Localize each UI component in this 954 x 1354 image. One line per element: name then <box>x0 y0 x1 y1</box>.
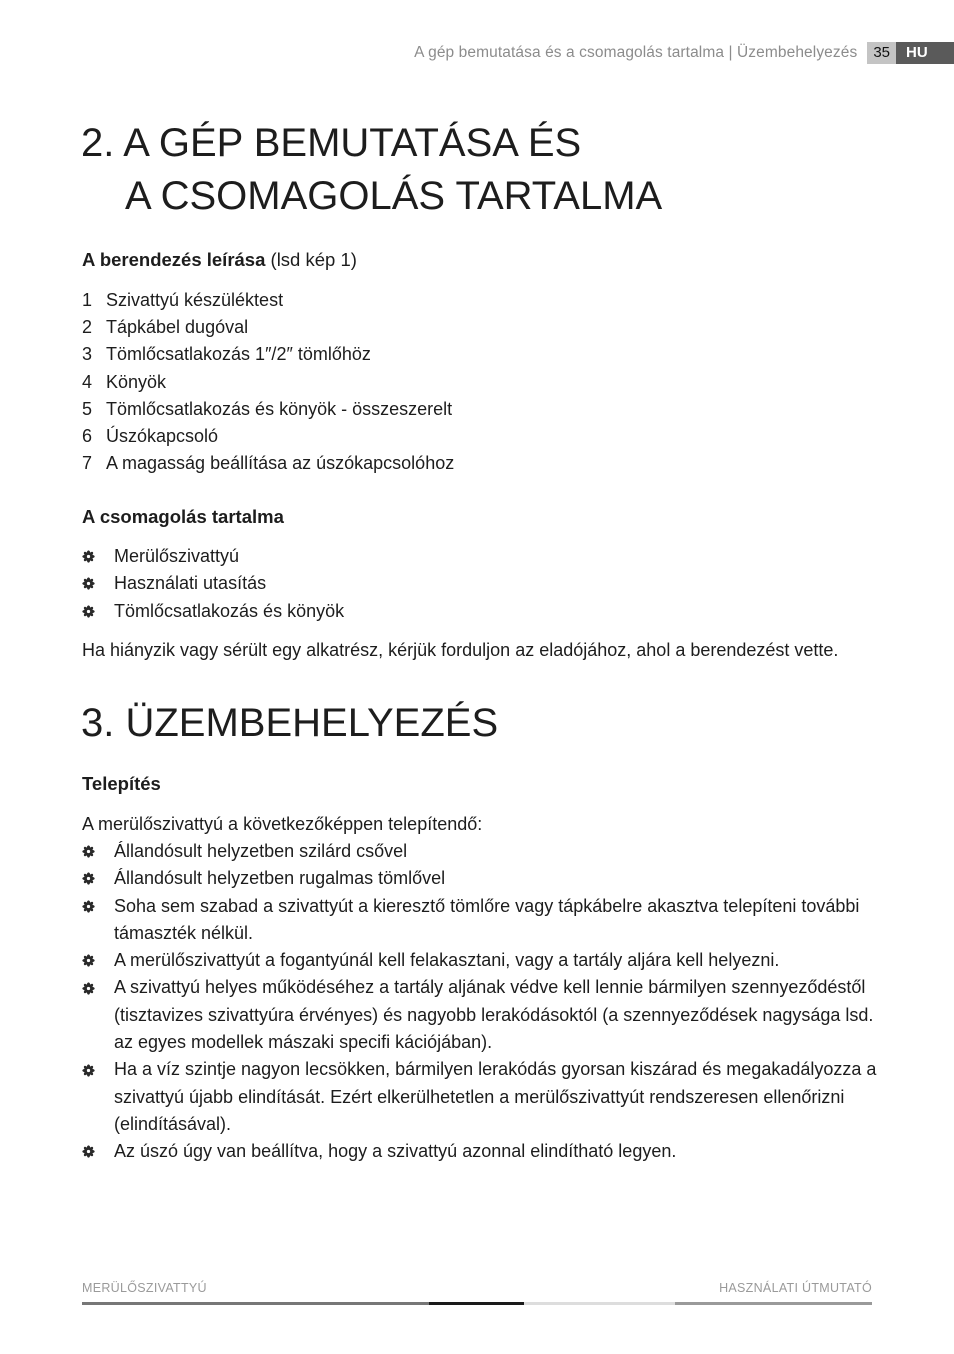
package-heading: A csomagolás tartalma <box>82 506 284 527</box>
list-item <box>82 974 882 1056</box>
description-heading-text: A berendezés leírása <box>82 249 266 270</box>
item-text: Úszókapcsoló <box>106 425 219 446</box>
list-item <box>82 287 454 314</box>
item-text: A magasság beállítása az úszókapcsolóhoz <box>106 453 455 474</box>
flower-bullet-icon <box>82 982 95 995</box>
running-title: A gép bemutatása és a csomagolás tartalma | Üzembehelyezés <box>414 44 858 61</box>
list-item <box>82 450 454 477</box>
flower-bullet-icon <box>82 872 95 885</box>
item-number: 4 <box>82 371 93 392</box>
flower-bullet-icon <box>82 954 95 967</box>
footer-rule-segment <box>524 1302 675 1305</box>
item-number: 2 <box>82 317 93 338</box>
installation-heading: Telepítés <box>82 773 161 794</box>
section-2-title-line2: A CSOMAGOLÁS TARTALMA <box>125 174 663 218</box>
item-text: Merülőszivattyú <box>114 546 240 566</box>
page-header <box>414 42 954 64</box>
list-item <box>82 893 882 948</box>
item-number: 1 <box>82 290 93 310</box>
item-text: Állandósult helyzetben rugalmas tömlővel <box>114 868 446 889</box>
section-2-title <box>81 117 662 223</box>
item-text: Használati utasítás <box>114 573 267 594</box>
footer-rule-segment <box>429 1302 524 1305</box>
item-text: Tápkábel dugóval <box>106 317 249 338</box>
item-number: 3 <box>82 344 93 365</box>
flower-bullet-icon <box>82 1064 95 1077</box>
footer-product: MERÜLŐSZIVATTYÚ <box>82 1281 207 1295</box>
list-item <box>82 369 454 396</box>
footer-rule-segment <box>82 1302 429 1305</box>
item-text: Tömlőcsatlakozás és könyök <box>114 600 345 621</box>
item-text: Ha a víz szintje nagyon lecsökken, bármilyen lerakódás gyorsan kiszárad és megakadályozza a szivattyú újabb elindítását. Ezért elkerülhetetlen a merülőszivattyút rendszeresen ellenőrizni (elindításával). <box>114 1059 877 1134</box>
list-item <box>82 341 454 368</box>
item-text: Tömlőcsatlakozás és könyök - összeszerelt <box>106 398 453 419</box>
installation-list <box>82 838 882 1166</box>
list-item <box>82 1056 882 1138</box>
list-item <box>82 947 882 974</box>
missing-part-note: Ha hiányzik vagy sérült egy alkatrész, kérjük forduljon az eladójához, ahol a berendezést vette. <box>82 640 839 660</box>
description-heading-note: (lsd kép 1) <box>270 249 357 270</box>
item-text: Tömlőcsatlakozás 1″/2″ tömlőhöz <box>106 344 371 365</box>
list-item <box>82 314 454 341</box>
flower-bullet-icon <box>82 577 95 590</box>
item-text: A merülőszivattyút a fogantyúnál kell felakasztani, vagy a tartály aljára kell helyezni. <box>114 950 780 971</box>
flower-bullet-icon <box>82 1145 95 1158</box>
item-number: 5 <box>82 398 93 419</box>
parts-list <box>82 287 454 477</box>
item-text: Könyök <box>106 371 167 392</box>
item-text: Az úszó úgy van beállítva, hogy a szivattyú azonnal elindítható legyen. <box>114 1141 677 1162</box>
list-item <box>82 865 882 892</box>
package-list <box>82 543 882 625</box>
page-number: 35 <box>867 42 896 64</box>
list-item <box>82 570 882 597</box>
footer-rule-segment <box>675 1302 872 1305</box>
flower-bullet-icon <box>82 605 95 618</box>
list-item <box>82 1138 882 1165</box>
list-item <box>82 838 882 865</box>
flower-bullet-icon <box>82 900 95 913</box>
flower-bullet-icon <box>82 845 95 858</box>
description-heading <box>82 249 357 271</box>
item-text: A szivattyú helyes működéséhez a tartály aljának védve kell lennie bármilyen szennyeződéstől (tisztavizes szivattyúra érvényes) és nagyobb lerakódásoktól (a szennyeződések nagysága lsd. az egyes modellek mászaki specifi kációjában). <box>114 977 874 1053</box>
installation-intro: A merülőszivattyú a következőképpen telepítendő: <box>82 814 483 834</box>
item-number: 7 <box>82 453 93 474</box>
item-text: Szivattyú készüléktest <box>106 290 284 310</box>
language-badge: HU <box>896 42 954 64</box>
item-text: Soha sem szabad a szivattyút a kieresztő tömlőre vagy tápkábelre akasztva telepíteni további támaszték nélkül. <box>114 895 860 943</box>
item-number: 6 <box>82 425 93 446</box>
list-item <box>82 396 454 423</box>
list-item <box>82 543 882 570</box>
section-3-title: 3. ÜZEMBEHELYEZÉS <box>81 701 499 745</box>
list-item <box>82 598 882 625</box>
footer-manual: HASZNÁLATI ÚTMUTATÓ <box>719 1281 872 1295</box>
flower-bullet-icon <box>82 550 95 563</box>
list-item <box>82 423 454 450</box>
section-2-title-line1: 2. A GÉP BEMUTATÁSA ÉS <box>81 121 582 165</box>
item-text: Állandósult helyzetben szilárd csővel <box>114 841 408 861</box>
